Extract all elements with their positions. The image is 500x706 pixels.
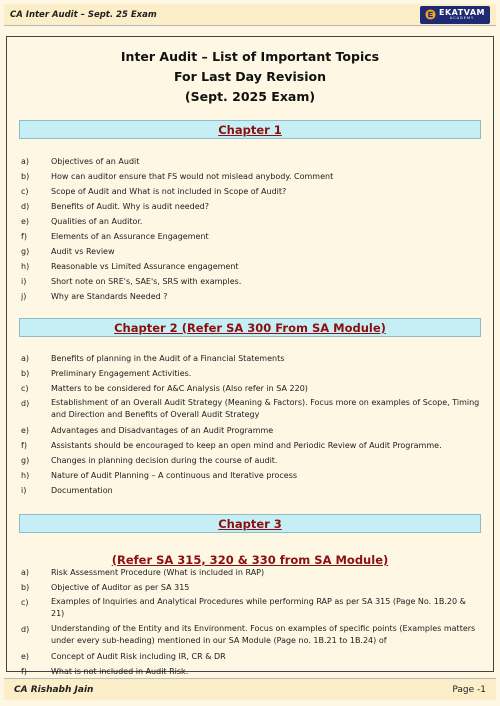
topic-marker: j)	[21, 292, 27, 301]
topic-marker: e)	[21, 652, 30, 661]
topic-marker: d)	[21, 202, 30, 211]
topic-text: Scope of Audit and What is not included in Scope of Audit?	[51, 187, 287, 196]
topic-text: Establishment of an Overall Audit Strategy (Meaning & Factors). Focus more on examples of Scope, Timing and Direction and Benefits of Overall Audit Strategy	[51, 398, 480, 419]
topic-item	[7, 453, 495, 468]
topic-marker: e)	[21, 426, 30, 435]
topic-item	[7, 244, 495, 259]
topic-item	[7, 199, 495, 214]
topic-item	[7, 351, 495, 366]
topic-item	[7, 154, 495, 169]
content-frame	[6, 36, 494, 676]
logo-emblem-icon	[425, 9, 436, 20]
logo-main-text: EKATVAM	[439, 7, 485, 17]
topic-marker: i)	[21, 277, 27, 286]
title-line-3: (Sept. 2025 Exam)	[184, 89, 316, 104]
topic-text: Advantages and Disadvantages of an Audit Programme	[51, 426, 274, 435]
chapter-3-topic-list	[7, 565, 495, 679]
footer-author: CA Rishabh Jain	[14, 684, 94, 695]
topic-item	[7, 274, 495, 289]
topic-text: Audit vs Review	[51, 247, 115, 256]
topic-marker: g)	[21, 456, 30, 465]
topic-item	[7, 664, 495, 679]
topic-item	[7, 423, 495, 438]
topic-marker: a)	[21, 354, 30, 363]
topic-item	[7, 438, 495, 453]
topic-item	[7, 381, 495, 396]
page-number: Page -1	[452, 684, 486, 695]
topic-text: How can auditor ensure that FS would not mislead anybody. Comment	[51, 172, 334, 181]
topic-text: Understanding of the Entity and its Environment. Focus on examples of specific points (Examples matters under every sub-heading) mentioned in our SA Module (Page no. 1B.21 to 1B.24) of	[51, 624, 476, 645]
topic-text: Qualities of an Auditor.	[51, 217, 143, 226]
page-footer	[4, 678, 496, 700]
topic-item	[7, 483, 495, 498]
topic-text: Preliminary Engagement Activities.	[51, 369, 192, 378]
topic-text: Objective of Auditor as per SA 315	[51, 583, 190, 592]
topic-text: Nature of Audit Planning – A continuous and Iterative process	[51, 471, 298, 480]
topic-item	[7, 259, 495, 274]
ekatvam-logo	[420, 6, 490, 24]
topic-item	[7, 565, 495, 580]
chapter-1-heading-text: Chapter 1	[218, 122, 282, 137]
topic-item	[7, 622, 495, 649]
topic-text: What is not included in Audit Risk.	[51, 667, 189, 676]
topic-item	[7, 468, 495, 483]
topic-marker: g)	[21, 247, 30, 256]
topic-item	[7, 289, 495, 304]
topic-item	[7, 214, 495, 229]
chapter-3-heading-text: Chapter 3	[218, 516, 282, 531]
title-line-1: Inter Audit – List of Important Topics	[120, 49, 380, 64]
topic-text: Assistants should be encouraged to keep an open mind and Periodic Review of Audit Programme.	[51, 441, 442, 450]
topic-text: Short note on SRE's, SAE's, SRS with examples.	[51, 277, 242, 286]
topic-marker: i)	[21, 486, 27, 495]
topic-marker: d)	[21, 399, 30, 408]
topic-item	[7, 229, 495, 244]
topic-text: Benefits of Audit. Why is audit needed?	[51, 202, 209, 211]
topic-item	[7, 184, 495, 199]
topic-marker: b)	[21, 369, 30, 378]
topic-text: Documentation	[51, 486, 113, 495]
topic-item	[7, 169, 495, 184]
topic-text: Why are Standards Needed ?	[51, 292, 168, 301]
topic-text: Risk Assessment Procedure (What is included in RAP)	[51, 568, 265, 577]
topic-marker: h)	[21, 471, 30, 480]
chapter-3-subheading-text: (Refer SA 315, 320 & 330 from SA Module)	[111, 553, 389, 567]
chapter-2-heading-text: Chapter 2 (Refer SA 300 From SA Module)	[114, 320, 386, 335]
topic-item	[7, 595, 495, 622]
document-title	[7, 47, 493, 107]
topic-text: Examples of Inquiries and Analytical Procedures while performing RAP as per SA 315 (Page No. 1B.20 & 21)	[51, 597, 466, 618]
topic-text: Changes in planning decision during the course of audit.	[51, 456, 278, 465]
topic-text: Benefits of planning in the Audit of a Financial Statements	[51, 354, 285, 363]
topic-item	[7, 580, 495, 595]
header-exam-label: CA Inter Audit – Sept. 25 Exam	[10, 9, 157, 20]
topic-text: Concept of Audit Risk including IR, CR & DR	[51, 652, 226, 661]
topic-marker: a)	[21, 568, 30, 577]
topic-marker: f)	[21, 232, 27, 241]
topic-marker: f)	[21, 667, 27, 676]
topic-marker: c)	[21, 598, 29, 607]
topic-marker: c)	[21, 187, 29, 196]
chapter-1-heading	[19, 120, 481, 139]
topic-item	[7, 366, 495, 381]
title-line-2: For Last Day Revision	[174, 69, 326, 84]
topic-text: Objectives of an Audit	[51, 157, 140, 166]
logo-sub-text: ACADEMY	[449, 15, 475, 20]
topic-item	[7, 649, 495, 664]
topic-marker: h)	[21, 262, 30, 271]
page-header	[4, 4, 496, 26]
chapter-2-topic-list	[7, 351, 495, 498]
topic-marker: c)	[21, 384, 29, 393]
topic-text: Elements of an Assurance Engagement	[51, 232, 209, 241]
topic-marker: b)	[21, 583, 30, 592]
topic-item	[7, 396, 495, 423]
topic-marker: a)	[21, 157, 30, 166]
topic-marker: b)	[21, 172, 30, 181]
topic-marker: e)	[21, 217, 30, 226]
topic-text: Matters to be considered for A&C Analysis (Also refer in SA 220)	[51, 384, 308, 393]
topic-text: Reasonable vs Limited Assurance engagement	[51, 262, 239, 271]
chapter-2-heading	[19, 318, 481, 337]
chapter-3-heading	[19, 514, 481, 533]
topic-marker: f)	[21, 441, 27, 450]
topic-marker: d)	[21, 625, 30, 634]
chapter-1-topic-list	[7, 154, 495, 304]
